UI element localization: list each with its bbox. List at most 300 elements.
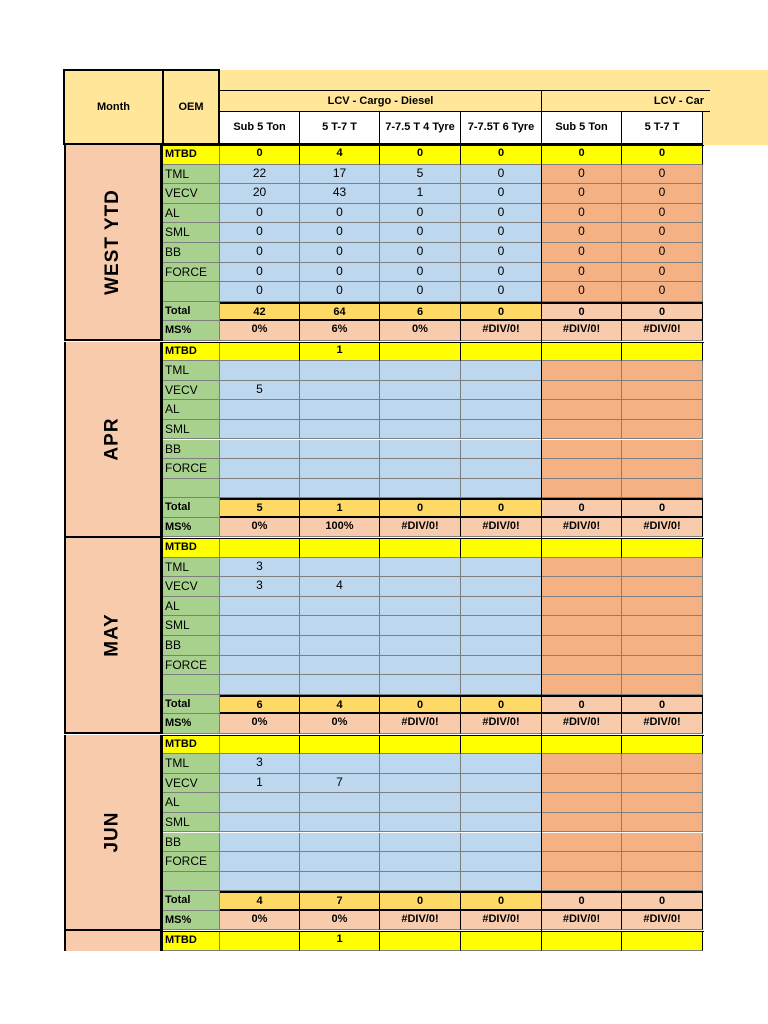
data-cell[interactable] <box>542 735 622 755</box>
data-cell[interactable] <box>300 656 380 676</box>
data-cell[interactable]: #DIV/0! <box>542 911 622 931</box>
oem-label[interactable]: MTBD <box>163 145 220 165</box>
group-header-lcv-cargo-diesel[interactable] <box>220 90 542 112</box>
oem-label[interactable]: TML <box>163 558 220 578</box>
oem-label[interactable] <box>163 675 220 695</box>
data-cell[interactable]: 0 <box>622 498 703 518</box>
data-cell[interactable]: #DIV/0! <box>622 714 703 734</box>
data-cell[interactable] <box>542 342 622 362</box>
oem-label[interactable]: VECV <box>163 184 220 204</box>
data-cell[interactable]: 0 <box>300 282 380 302</box>
oem-label[interactable]: AL <box>163 400 220 420</box>
data-cell[interactable] <box>542 833 622 853</box>
data-cell[interactable] <box>380 381 461 401</box>
data-cell[interactable]: 3 <box>220 558 300 578</box>
data-cell[interactable] <box>542 774 622 794</box>
data-cell[interactable]: 0 <box>461 204 542 224</box>
data-cell[interactable] <box>461 656 542 676</box>
data-cell[interactable] <box>622 558 703 578</box>
data-cell[interactable] <box>380 558 461 578</box>
data-cell[interactable] <box>622 656 703 676</box>
data-cell[interactable] <box>220 793 300 813</box>
data-cell[interactable] <box>622 440 703 460</box>
oem-label[interactable]: FORCE <box>163 656 220 676</box>
oem-label[interactable]: Total <box>163 302 220 322</box>
oem-label[interactable]: VECV <box>163 577 220 597</box>
data-cell[interactable] <box>220 833 300 853</box>
data-cell[interactable]: 1 <box>380 184 461 204</box>
data-cell[interactable]: #DIV/0! <box>461 321 542 341</box>
data-cell[interactable] <box>622 342 703 362</box>
data-cell[interactable]: 0 <box>542 223 622 243</box>
data-cell[interactable] <box>300 675 380 695</box>
month-cell[interactable] <box>64 931 162 951</box>
data-cell[interactable]: 0 <box>542 145 622 165</box>
data-cell[interactable] <box>461 793 542 813</box>
data-cell[interactable]: 0 <box>622 695 703 715</box>
data-cell[interactable] <box>300 813 380 833</box>
oem-label[interactable]: AL <box>163 793 220 813</box>
data-cell[interactable] <box>220 440 300 460</box>
data-cell[interactable] <box>380 675 461 695</box>
data-cell[interactable]: 6 <box>380 302 461 322</box>
month-header[interactable] <box>63 69 164 145</box>
data-cell[interactable]: 7 <box>300 891 380 911</box>
data-cell[interactable]: #DIV/0! <box>622 911 703 931</box>
data-cell[interactable] <box>461 636 542 656</box>
data-cell[interactable]: 0% <box>220 714 300 734</box>
data-cell[interactable]: 0 <box>542 695 622 715</box>
month-cell[interactable] <box>64 145 162 341</box>
oem-label[interactable]: VECV <box>163 774 220 794</box>
data-cell[interactable]: #DIV/0! <box>380 911 461 931</box>
data-cell[interactable]: 0 <box>461 184 542 204</box>
data-cell[interactable] <box>380 636 461 656</box>
oem-label[interactable]: Total <box>163 498 220 518</box>
data-cell[interactable]: 0 <box>380 204 461 224</box>
data-cell[interactable]: 1 <box>300 931 380 951</box>
data-cell[interactable] <box>380 656 461 676</box>
data-cell[interactable]: 4 <box>300 577 380 597</box>
month-cell[interactable] <box>64 342 162 538</box>
oem-label[interactable]: BB <box>163 243 220 263</box>
data-cell[interactable] <box>542 597 622 617</box>
data-cell[interactable]: 0 <box>461 243 542 263</box>
oem-label[interactable]: MTBD <box>163 931 220 951</box>
oem-label[interactable]: VECV <box>163 381 220 401</box>
data-cell[interactable] <box>300 597 380 617</box>
data-cell[interactable] <box>220 931 300 951</box>
data-cell[interactable] <box>461 813 542 833</box>
data-cell[interactable]: 0 <box>461 145 542 165</box>
oem-label[interactable]: MTBD <box>163 342 220 362</box>
data-cell[interactable] <box>380 774 461 794</box>
data-cell[interactable]: #DIV/0! <box>542 321 622 341</box>
data-cell[interactable] <box>461 833 542 853</box>
data-cell[interactable] <box>220 813 300 833</box>
data-cell[interactable] <box>380 420 461 440</box>
data-cell[interactable] <box>542 754 622 774</box>
oem-label[interactable] <box>163 872 220 892</box>
data-cell[interactable] <box>461 931 542 951</box>
data-cell[interactable]: 0 <box>622 204 703 224</box>
data-cell[interactable]: 0 <box>542 891 622 911</box>
data-cell[interactable] <box>461 558 542 578</box>
oem-label[interactable]: MS% <box>163 518 220 538</box>
data-cell[interactable]: 0 <box>461 695 542 715</box>
data-cell[interactable] <box>542 440 622 460</box>
oem-label[interactable]: FORCE <box>163 263 220 283</box>
oem-label[interactable]: FORCE <box>163 459 220 479</box>
data-cell[interactable]: 0 <box>380 243 461 263</box>
data-cell[interactable] <box>300 479 380 499</box>
oem-label[interactable]: Total <box>163 891 220 911</box>
data-cell[interactable]: 0 <box>380 145 461 165</box>
data-cell[interactable]: #DIV/0! <box>622 321 703 341</box>
data-cell[interactable] <box>622 793 703 813</box>
data-cell[interactable] <box>220 675 300 695</box>
data-cell[interactable] <box>542 616 622 636</box>
data-cell[interactable]: 0 <box>461 263 542 283</box>
data-cell[interactable] <box>300 754 380 774</box>
oem-label[interactable]: SML <box>163 813 220 833</box>
data-cell[interactable]: 0 <box>622 243 703 263</box>
data-cell[interactable] <box>622 872 703 892</box>
data-cell[interactable] <box>542 675 622 695</box>
data-cell[interactable] <box>461 675 542 695</box>
data-cell[interactable]: 0 <box>461 223 542 243</box>
data-cell[interactable]: 0 <box>461 282 542 302</box>
data-cell[interactable] <box>622 459 703 479</box>
data-cell[interactable]: 3 <box>220 577 300 597</box>
data-cell[interactable] <box>300 459 380 479</box>
data-cell[interactable] <box>622 420 703 440</box>
data-cell[interactable]: 0 <box>380 695 461 715</box>
data-cell[interactable] <box>380 597 461 617</box>
oem-label[interactable]: BB <box>163 440 220 460</box>
data-cell[interactable]: 0 <box>380 263 461 283</box>
data-cell[interactable] <box>622 538 703 558</box>
data-cell[interactable]: 0 <box>300 204 380 224</box>
data-cell[interactable]: 1 <box>220 774 300 794</box>
data-cell[interactable] <box>542 577 622 597</box>
data-cell[interactable]: 6% <box>300 321 380 341</box>
data-cell[interactable] <box>461 479 542 499</box>
data-cell[interactable]: 0 <box>622 302 703 322</box>
data-cell[interactable]: 0 <box>461 165 542 185</box>
data-cell[interactable]: 0 <box>220 263 300 283</box>
oem-label[interactable] <box>163 479 220 499</box>
data-cell[interactable]: 100% <box>300 518 380 538</box>
data-cell[interactable]: #DIV/0! <box>461 714 542 734</box>
data-cell[interactable]: 0 <box>622 263 703 283</box>
data-cell[interactable] <box>380 342 461 362</box>
data-cell[interactable] <box>542 852 622 872</box>
data-cell[interactable] <box>622 931 703 951</box>
data-cell[interactable]: 0 <box>622 282 703 302</box>
data-cell[interactable] <box>622 774 703 794</box>
data-cell[interactable] <box>461 381 542 401</box>
data-cell[interactable] <box>622 735 703 755</box>
data-cell[interactable] <box>461 735 542 755</box>
data-cell[interactable] <box>300 793 380 813</box>
data-cell[interactable] <box>380 616 461 636</box>
data-cell[interactable]: 22 <box>220 165 300 185</box>
data-cell[interactable]: 0 <box>542 263 622 283</box>
data-cell[interactable]: 0% <box>300 911 380 931</box>
data-cell[interactable]: 0 <box>461 302 542 322</box>
data-cell[interactable] <box>220 616 300 636</box>
oem-label[interactable]: SML <box>163 616 220 636</box>
data-cell[interactable] <box>220 538 300 558</box>
data-cell[interactable] <box>300 361 380 381</box>
data-cell[interactable] <box>380 852 461 872</box>
data-cell[interactable] <box>461 538 542 558</box>
data-cell[interactable]: 0 <box>300 223 380 243</box>
data-cell[interactable] <box>542 459 622 479</box>
data-cell[interactable] <box>300 381 380 401</box>
data-cell[interactable]: 43 <box>300 184 380 204</box>
data-cell[interactable] <box>622 577 703 597</box>
data-cell[interactable]: 4 <box>300 145 380 165</box>
oem-label[interactable]: MTBD <box>163 538 220 558</box>
data-cell[interactable]: 0 <box>220 223 300 243</box>
data-cell[interactable] <box>380 754 461 774</box>
oem-label[interactable]: TML <box>163 754 220 774</box>
oem-label[interactable]: AL <box>163 204 220 224</box>
data-cell[interactable] <box>622 616 703 636</box>
oem-label[interactable]: MS% <box>163 714 220 734</box>
oem-label[interactable]: BB <box>163 833 220 853</box>
data-cell[interactable] <box>542 813 622 833</box>
data-cell[interactable]: 1 <box>300 342 380 362</box>
data-cell[interactable] <box>300 852 380 872</box>
data-cell[interactable] <box>300 636 380 656</box>
data-cell[interactable]: 5 <box>220 498 300 518</box>
data-cell[interactable]: 1 <box>300 498 380 518</box>
data-cell[interactable] <box>461 577 542 597</box>
data-cell[interactable] <box>300 558 380 578</box>
data-cell[interactable] <box>300 538 380 558</box>
data-cell[interactable] <box>622 479 703 499</box>
data-cell[interactable]: 5 <box>380 165 461 185</box>
data-cell[interactable]: #DIV/0! <box>622 518 703 538</box>
data-cell[interactable]: 0 <box>220 204 300 224</box>
data-cell[interactable]: 0 <box>542 498 622 518</box>
data-cell[interactable] <box>542 538 622 558</box>
data-cell[interactable]: 0 <box>461 498 542 518</box>
data-cell[interactable]: 3 <box>220 754 300 774</box>
oem-label[interactable]: SML <box>163 420 220 440</box>
data-cell[interactable]: 0 <box>622 184 703 204</box>
oem-label[interactable]: AL <box>163 597 220 617</box>
data-cell[interactable] <box>220 872 300 892</box>
data-cell[interactable] <box>622 852 703 872</box>
data-cell[interactable] <box>380 833 461 853</box>
data-cell[interactable]: 0 <box>220 282 300 302</box>
oem-label[interactable]: Total <box>163 695 220 715</box>
data-cell[interactable] <box>461 361 542 381</box>
month-cell[interactable] <box>64 538 162 734</box>
oem-label[interactable] <box>163 282 220 302</box>
column-header-4[interactable]: 7-7.5T 6 Tyre <box>461 112 542 145</box>
data-cell[interactable]: 0 <box>220 145 300 165</box>
data-cell[interactable] <box>542 872 622 892</box>
data-cell[interactable] <box>380 735 461 755</box>
data-cell[interactable]: 0 <box>380 223 461 243</box>
data-cell[interactable] <box>220 400 300 420</box>
month-cell[interactable] <box>64 735 162 931</box>
data-cell[interactable]: 6 <box>220 695 300 715</box>
data-cell[interactable] <box>380 538 461 558</box>
data-cell[interactable] <box>542 656 622 676</box>
data-cell[interactable] <box>542 558 622 578</box>
column-header-3[interactable]: 7-7.5 T 4 Tyre <box>380 112 461 145</box>
data-cell[interactable] <box>380 361 461 381</box>
data-cell[interactable] <box>380 577 461 597</box>
data-cell[interactable]: 7 <box>300 774 380 794</box>
data-cell[interactable] <box>300 872 380 892</box>
data-cell[interactable]: 0 <box>300 243 380 263</box>
column-header-1[interactable]: Sub 5 Ton <box>220 112 300 145</box>
oem-label[interactable]: MTBD <box>163 735 220 755</box>
data-cell[interactable]: #DIV/0! <box>380 518 461 538</box>
oem-header[interactable] <box>162 69 220 145</box>
data-cell[interactable] <box>542 420 622 440</box>
data-cell[interactable] <box>300 616 380 636</box>
data-cell[interactable] <box>380 813 461 833</box>
data-cell[interactable]: 0% <box>220 518 300 538</box>
data-cell[interactable] <box>542 636 622 656</box>
data-cell[interactable] <box>380 872 461 892</box>
data-cell[interactable] <box>380 459 461 479</box>
column-header-6[interactable]: 5 T-7 T <box>622 112 703 145</box>
data-cell[interactable]: 0 <box>380 282 461 302</box>
data-cell[interactable]: #DIV/0! <box>461 911 542 931</box>
data-cell[interactable] <box>622 400 703 420</box>
data-cell[interactable]: 17 <box>300 165 380 185</box>
data-cell[interactable]: 0 <box>542 302 622 322</box>
data-cell[interactable] <box>461 754 542 774</box>
data-cell[interactable] <box>542 381 622 401</box>
data-cell[interactable] <box>542 931 622 951</box>
data-cell[interactable]: #DIV/0! <box>542 518 622 538</box>
oem-label[interactable]: TML <box>163 361 220 381</box>
data-cell[interactable] <box>380 931 461 951</box>
group-header-lcv-car[interactable] <box>542 90 710 112</box>
data-cell[interactable] <box>622 833 703 853</box>
column-header-2[interactable]: 5 T-7 T <box>300 112 380 145</box>
data-cell[interactable] <box>220 597 300 617</box>
data-cell[interactable] <box>380 793 461 813</box>
data-cell[interactable] <box>622 813 703 833</box>
oem-label[interactable]: FORCE <box>163 852 220 872</box>
data-cell[interactable] <box>300 735 380 755</box>
oem-label[interactable]: MS% <box>163 321 220 341</box>
data-cell[interactable] <box>622 597 703 617</box>
data-cell[interactable] <box>461 420 542 440</box>
data-cell[interactable] <box>461 774 542 794</box>
data-cell[interactable]: 5 <box>220 381 300 401</box>
data-cell[interactable] <box>461 440 542 460</box>
data-cell[interactable]: 0% <box>220 911 300 931</box>
data-cell[interactable] <box>461 852 542 872</box>
data-cell[interactable]: 0 <box>380 498 461 518</box>
data-cell[interactable]: 0% <box>380 321 461 341</box>
data-cell[interactable]: 0 <box>622 145 703 165</box>
data-cell[interactable]: 4 <box>300 695 380 715</box>
data-cell[interactable] <box>622 754 703 774</box>
data-cell[interactable] <box>461 616 542 636</box>
data-cell[interactable] <box>461 872 542 892</box>
data-cell[interactable] <box>461 400 542 420</box>
data-cell[interactable] <box>220 656 300 676</box>
data-cell[interactable]: #DIV/0! <box>461 518 542 538</box>
data-cell[interactable]: 0 <box>300 263 380 283</box>
oem-label[interactable]: TML <box>163 165 220 185</box>
data-cell[interactable] <box>220 479 300 499</box>
data-cell[interactable] <box>220 342 300 362</box>
data-cell[interactable] <box>622 381 703 401</box>
data-cell[interactable]: 0 <box>622 223 703 243</box>
data-cell[interactable] <box>461 342 542 362</box>
data-cell[interactable]: 0 <box>542 165 622 185</box>
data-cell[interactable] <box>220 361 300 381</box>
data-cell[interactable]: 0 <box>542 204 622 224</box>
data-cell[interactable] <box>220 852 300 872</box>
data-cell[interactable]: 0% <box>220 321 300 341</box>
data-cell[interactable]: 0 <box>542 184 622 204</box>
data-cell[interactable] <box>542 400 622 420</box>
data-cell[interactable] <box>622 675 703 695</box>
data-cell[interactable]: 0 <box>220 243 300 263</box>
data-cell[interactable]: 0% <box>300 714 380 734</box>
data-cell[interactable] <box>622 361 703 381</box>
data-cell[interactable]: #DIV/0! <box>380 714 461 734</box>
data-cell[interactable] <box>622 636 703 656</box>
data-cell[interactable]: 0 <box>380 891 461 911</box>
data-cell[interactable] <box>380 479 461 499</box>
data-cell[interactable] <box>220 420 300 440</box>
data-cell[interactable]: 42 <box>220 302 300 322</box>
data-cell[interactable] <box>300 833 380 853</box>
data-cell[interactable]: 20 <box>220 184 300 204</box>
oem-label[interactable]: BB <box>163 636 220 656</box>
data-cell[interactable] <box>300 440 380 460</box>
data-cell[interactable] <box>542 793 622 813</box>
data-cell[interactable] <box>542 479 622 499</box>
oem-label[interactable]: MS% <box>163 911 220 931</box>
data-cell[interactable]: #DIV/0! <box>542 714 622 734</box>
data-cell[interactable] <box>380 400 461 420</box>
data-cell[interactable] <box>461 459 542 479</box>
data-cell[interactable] <box>380 440 461 460</box>
data-cell[interactable] <box>220 636 300 656</box>
data-cell[interactable]: 0 <box>622 165 703 185</box>
column-header-5[interactable]: Sub 5 Ton <box>542 112 622 145</box>
data-cell[interactable] <box>300 420 380 440</box>
data-cell[interactable] <box>461 597 542 617</box>
data-cell[interactable]: 4 <box>220 891 300 911</box>
data-cell[interactable] <box>542 361 622 381</box>
data-cell[interactable]: 0 <box>461 891 542 911</box>
data-cell[interactable]: 0 <box>622 891 703 911</box>
data-cell[interactable]: 0 <box>542 243 622 263</box>
data-cell[interactable] <box>220 735 300 755</box>
data-cell[interactable]: 0 <box>542 282 622 302</box>
data-cell[interactable]: 64 <box>300 302 380 322</box>
oem-label[interactable]: SML <box>163 223 220 243</box>
